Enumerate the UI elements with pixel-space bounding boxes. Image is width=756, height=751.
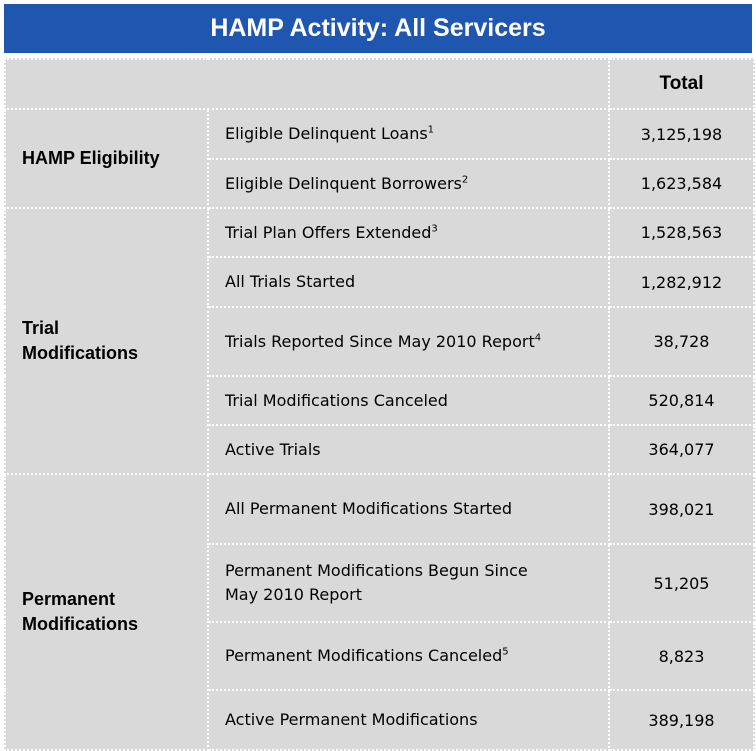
row-label: All Trials Started bbox=[208, 257, 609, 307]
row-label: Permanent Modifications Canceled$^5$ bbox=[208, 622, 609, 690]
row-label: Trial Plan Offers Extended$^3$ bbox=[208, 208, 609, 257]
row-value: 1,623,584 bbox=[609, 159, 754, 208]
row-label: Eligible Delinquent Borrowers$^2$ bbox=[208, 159, 609, 208]
row-value: 398,021 bbox=[609, 474, 754, 544]
row-value: 389,198 bbox=[609, 690, 754, 750]
group-label-trial-modifications: Trial Modifications bbox=[5, 208, 208, 474]
row-label: Active Permanent Modifications bbox=[208, 690, 609, 750]
row-value: 1,282,912 bbox=[609, 257, 754, 307]
row-value: 8,823 bbox=[609, 622, 754, 690]
row-value: 51,205 bbox=[609, 544, 754, 622]
row-label: Eligible Delinquent Loans$^1$ bbox=[208, 109, 609, 159]
row-value: 1,528,563 bbox=[609, 208, 754, 257]
hamp-activity-table bbox=[4, 58, 755, 751]
header-blank-cell bbox=[5, 59, 609, 109]
table-title-banner bbox=[4, 4, 752, 53]
table-row bbox=[5, 109, 754, 159]
table-row bbox=[5, 474, 754, 544]
row-label: Trials Reported Since May 2010 Report$^4$ bbox=[208, 307, 609, 376]
row-value: 520,814 bbox=[609, 376, 754, 425]
table-title: HAMP Activity: All Servicers bbox=[210, 14, 546, 42]
row-label: Active Trials bbox=[208, 425, 609, 474]
table-header-row bbox=[5, 59, 754, 109]
row-value: 3,125,198 bbox=[609, 109, 754, 159]
group-label-eligibility: HAMP Eligibility bbox=[5, 109, 208, 208]
table-row bbox=[5, 208, 754, 257]
row-value: 364,077 bbox=[609, 425, 754, 474]
group-label-permanent-modifications: Permanent Modifications bbox=[5, 474, 208, 750]
row-label: All Permanent Modifications Started bbox=[208, 474, 609, 544]
total-column-header: Total bbox=[609, 59, 754, 109]
row-value: 38,728 bbox=[609, 307, 754, 376]
row-label: Permanent Modifications Begun Since May 2010 Report bbox=[208, 544, 609, 622]
row-label: Trial Modifications Canceled bbox=[208, 376, 609, 425]
